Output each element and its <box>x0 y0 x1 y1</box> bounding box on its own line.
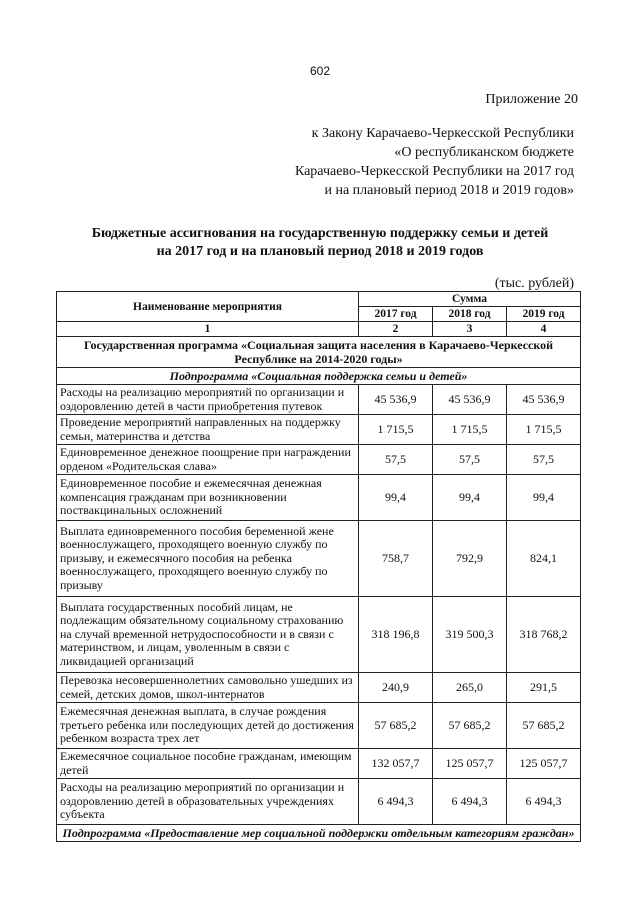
value-2018: 45 536,9 <box>433 385 507 415</box>
value-2017: 240,9 <box>359 673 433 703</box>
law-line: к Закону Карачаево-Черкесской Республики <box>311 126 574 141</box>
table-row <box>57 749 581 779</box>
law-line: Карачаево-Черкесской Республики на 2017 год <box>294 164 574 179</box>
value-2018: 6 494,3 <box>433 779 507 825</box>
value-2017: 57,5 <box>359 445 433 475</box>
header-name: Наименование мероприятия <box>57 292 359 322</box>
row-name: Перевозка несовершеннолетних самовольно ушедших из семей, детских домов, школ-интернатов <box>57 673 359 703</box>
table-row <box>57 445 581 475</box>
column-number: 2 <box>359 322 433 337</box>
value-2017: 132 057,7 <box>359 749 433 779</box>
value-2019: 99,4 <box>507 475 581 521</box>
value-2018: 125 057,7 <box>433 749 507 779</box>
value-2019: 57,5 <box>507 445 581 475</box>
table-row <box>57 521 581 597</box>
subprogram-title: Подпрограмма «Предоставление мер социальной поддержки отдельным категориям граждан» <box>57 825 581 842</box>
row-name: Проведение мероприятий направленных на поддержку семьи, материнства и детства <box>57 415 359 445</box>
law-line: и на плановый период 2018 и 2019 годов» <box>324 183 574 198</box>
subprogram-row <box>57 825 581 842</box>
value-2018: 57 685,2 <box>433 703 507 749</box>
value-2017: 318 196,8 <box>359 597 433 673</box>
column-number: 4 <box>507 322 581 337</box>
program-title: Государственная программа «Социальная защита населения в Карачаево-Черкесской Республике на 2014-2020 годы» <box>57 337 581 368</box>
table-row <box>57 385 581 415</box>
row-name: Ежемесячная денежная выплата, в случае рождения третьего ребенка или последующих детей до достижения ребенком возраста трех лет <box>57 703 359 749</box>
value-2019: 57 685,2 <box>507 703 581 749</box>
column-number-row <box>57 322 581 337</box>
value-2018: 265,0 <box>433 673 507 703</box>
value-2017: 758,7 <box>359 521 433 597</box>
value-2019: 125 057,7 <box>507 749 581 779</box>
table-row <box>57 475 581 521</box>
row-name: Расходы на реализацию мероприятий по организации и оздоровлению детей в образовательных учреждениях субъекта <box>57 779 359 825</box>
row-name: Выплата единовременного пособия беременной жене военнослужащего, проходящего военную службу по призыву, и ежемесячного пособия на ребенка военнослужащего, проходящего военную службу по призыву <box>57 521 359 597</box>
value-2019: 45 536,9 <box>507 385 581 415</box>
table-row <box>57 703 581 749</box>
unit-label: (тыс. рублей) <box>494 276 574 291</box>
title-line: на 2017 год и на плановый период 2018 и 2019 годов <box>156 244 484 259</box>
value-2017: 57 685,2 <box>359 703 433 749</box>
value-2018: 57,5 <box>433 445 507 475</box>
column-number: 1 <box>57 322 359 337</box>
table-row <box>57 597 581 673</box>
document-title <box>40 225 600 261</box>
value-2018: 1 715,5 <box>433 415 507 445</box>
table-row <box>57 673 581 703</box>
value-2019: 291,5 <box>507 673 581 703</box>
value-2017: 1 715,5 <box>359 415 433 445</box>
appendix-label: Приложение 20 <box>485 92 578 107</box>
row-name: Выплата государственных пособий лицам, не подлежащим обязательному социальному страхованию на случай временной нетрудоспособности и в связи с материнством, и лицам, уволенным в связи с ликвидацией организаций <box>57 597 359 673</box>
program-row <box>57 337 581 368</box>
value-2018: 99,4 <box>433 475 507 521</box>
row-name: Расходы на реализацию мероприятий по организации и оздоровлению детей в части приобретения путевок <box>57 385 359 415</box>
value-2019: 1 715,5 <box>507 415 581 445</box>
value-2019: 824,1 <box>507 521 581 597</box>
header-year-2018: 2018 год <box>433 307 507 322</box>
value-2017: 6 494,3 <box>359 779 433 825</box>
header-year-2017: 2017 год <box>359 307 433 322</box>
value-2019: 318 768,2 <box>507 597 581 673</box>
header-year-2019: 2019 год <box>507 307 581 322</box>
table-header-row <box>57 292 581 307</box>
table-row <box>57 415 581 445</box>
table-row <box>57 779 581 825</box>
law-line: «О республиканском бюджете <box>394 145 574 160</box>
title-line: Бюджетные ассигнования на государственную поддержку семьи и детей <box>91 226 549 241</box>
header-sum: Сумма <box>359 292 581 307</box>
value-2017: 99,4 <box>359 475 433 521</box>
law-reference <box>295 124 574 200</box>
value-2018: 319 500,3 <box>433 597 507 673</box>
row-name: Единовременное пособие и ежемесячная денежная компенсация гражданам при возникновении поствакцинальных осложнений <box>57 475 359 521</box>
subprogram-title: Подпрограмма «Социальная поддержка семьи и детей» <box>57 368 581 385</box>
subprogram-row <box>57 368 581 385</box>
value-2018: 792,9 <box>433 521 507 597</box>
column-number: 3 <box>433 322 507 337</box>
row-name: Единовременное денежное поощрение при награждении орденом «Родительская слава» <box>57 445 359 475</box>
page-number: 602 <box>309 64 331 78</box>
budget-table <box>56 291 581 842</box>
value-2019: 6 494,3 <box>507 779 581 825</box>
value-2017: 45 536,9 <box>359 385 433 415</box>
row-name: Ежемесячное социальное пособие гражданам, имеющим детей <box>57 749 359 779</box>
